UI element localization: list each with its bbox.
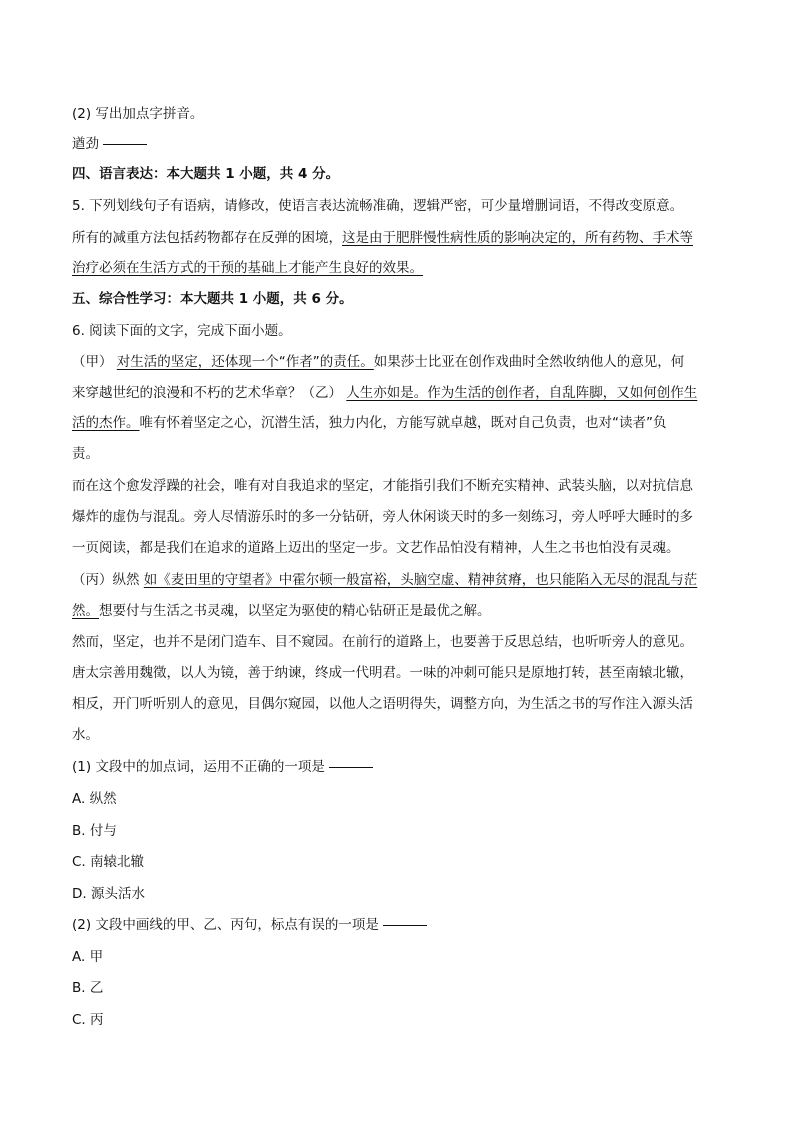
- q5-plain-text: 所有的减重方法包括药物都存在反弹的困境，: [72, 230, 342, 246]
- q6-p1-line1: [72, 352, 732, 372]
- q5-underlined-text-2: 治疗必须在生活方式的干预的基础上才能产生良好的效果。: [72, 260, 423, 276]
- q6-p2-line1: 而在这个愈发浮躁的社会，唯有对自我追求的坚定，才能指引我们不断充实精神、武装头脑，以对抗信息: [72, 478, 693, 494]
- q6-sub1-prompt-line: [72, 757, 732, 777]
- q6-sub2-prompt-line: [72, 915, 732, 935]
- answer-blank-sub2: [383, 925, 427, 926]
- label-jia: （甲）: [72, 354, 113, 370]
- q6-prompt: 6. 阅读下面的文字，完成下面小题。: [72, 323, 292, 339]
- q4-sub2-word-line: [72, 134, 732, 154]
- q5-sentence-line2: [72, 258, 732, 278]
- q6-p2-line3: 一页阅读，都是我们在追求的道路上迈出的坚定一步。文艺作品怕没有精神，人生之书也怕没有灵魂。: [72, 540, 680, 556]
- q6-p1-text-2: 来穿越世纪的浪漫和不朽的艺术华章？（乙）: [72, 385, 342, 401]
- q6-p1-line4: 责。: [72, 446, 99, 462]
- underlined-yi-2: 活的杰作。: [72, 415, 140, 431]
- answer-blank: [103, 144, 147, 145]
- q6-p1-text-3: 唯有怀着坚定之心，沉潜生活，独力内化，方能写就卓越，既对自己负责，也对“读者”负: [139, 415, 667, 431]
- option-b-2: B. 乙: [72, 980, 104, 996]
- q6-p1-line3: [72, 413, 732, 433]
- underlined-yi: 人生亦如是。作为生活的创作者，自乱阵脚，又如何创作生: [346, 385, 698, 401]
- label-bing: （丙）纵然: [72, 572, 140, 588]
- q5-sentence-line1: [72, 228, 732, 248]
- option-c-2: C. 丙: [72, 1012, 104, 1028]
- q6-p4-line4: 水。: [72, 727, 99, 743]
- option-c: C. 南辕北辙: [72, 854, 145, 870]
- underlined-bing: 如《麦田里的守望者》中霍尔顿一般富裕，头脑空虚、精神贫瘠，也只能陷入无尽的混乱与茫: [143, 572, 698, 588]
- q6-p1-text: 如果莎士比亚在创作戏曲时全然收纳他人的意见，何: [373, 354, 685, 370]
- section4-heading: 四、语言表达：本大题共 1 小题，共 4 分。: [72, 166, 340, 182]
- underlined-bing-2: 然。: [72, 603, 99, 619]
- answer-blank-sub1: [329, 767, 373, 768]
- option-a-2: A. 甲: [72, 949, 104, 965]
- q6-sub1-prompt: (1) 文段中的加点词，运用不正确的一项是: [72, 759, 325, 775]
- q6-p3-line1: [72, 570, 732, 590]
- option-d: D. 源头活水: [72, 886, 145, 902]
- option-a: A. 纵然: [72, 791, 117, 807]
- q5-prompt: 5. 下列划线句子有语病，请修改，使语言表达流畅准确，逻辑严密，可少量增删词语，不得改变原意。: [72, 198, 684, 214]
- underlined-jia: 对生活的坚定，还体现一个“作者”的责任。: [116, 354, 374, 370]
- q5-underlined-text: 这是由于肥胖慢性病性质的影响决定的，所有药物、手术等: [342, 230, 693, 246]
- q6-sub2-prompt: (2) 文段中画线的甲、乙、丙句，标点有误的一项是: [72, 917, 379, 933]
- q6-p1-line2: [72, 383, 732, 403]
- q4-sub2-prompt: (2) 写出加点字拼音。: [72, 106, 204, 122]
- section5-heading: 五、综合性学习：本大题共 1 小题，共 6 分。: [72, 291, 353, 307]
- q6-p2-line2: 爆炸的虚伪与混乱。旁人尽情游乐时的多一分钻研，旁人休闲谈天时的多一刻练习，旁人呼呼大睡时的多: [72, 509, 693, 525]
- q6-p3-line2: [72, 601, 732, 621]
- q4-sub2-word: 遒劲: [72, 136, 99, 152]
- q6-p4-line3: 相反，开门听听别人的意见，目偶尔窥园，以他人之语明得失，调整方向，为生活之书的写作注入源头活: [72, 696, 693, 712]
- q6-p4-line2: 唐太宗善用魏徵，以人为镜，善于纳谏，终成一代明君。一味的冲刺可能只是原地打转，甚至南辕北辙，: [72, 665, 693, 681]
- option-b: B. 付与: [72, 823, 117, 839]
- q6-p4-line1: 然而，坚定，也并不是闭门造车、目不窥园。在前行的道路上，也要善于反思总结，也听听旁人的意见。: [72, 634, 693, 650]
- q6-p3-text: 想要付与生活之书灵魂，以坚定为驱使的精心钻研正是最优之解。: [99, 603, 491, 619]
